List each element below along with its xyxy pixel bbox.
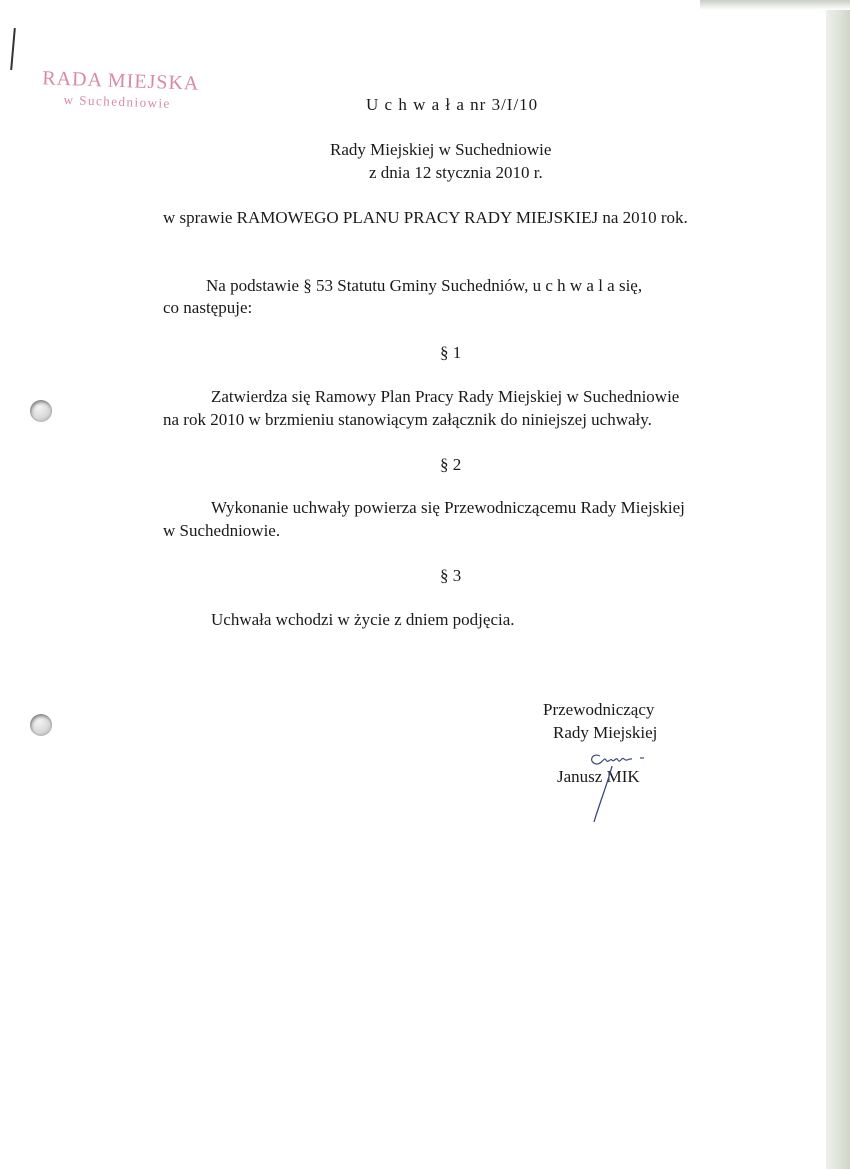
signature-role: Przewodniczący xyxy=(543,700,655,719)
scan-edge-shadow xyxy=(826,0,850,1169)
resolution-issuer: Rady Miejskiej w Suchedniowie xyxy=(330,140,552,159)
resolution-title: U c h w a ł a nr 3/I/10 xyxy=(366,95,539,114)
section-2-line-1: Wykonanie uchwały powierza się Przewodniczącemu Rady Miejskiej xyxy=(211,498,685,517)
stamp-line-2: w Suchedniowie xyxy=(63,92,172,111)
section-1-line-1: Zatwierdza się Ramowy Plan Pracy Rady Miejskiej w Suchedniowie xyxy=(211,387,680,406)
signature-name: Janusz MIK xyxy=(557,767,640,786)
resolution-date: z dnia 12 stycznia 2010 r. xyxy=(369,163,543,182)
stamp-line-1: RADA MIEJSKA xyxy=(41,67,200,95)
scan-top-shadow xyxy=(700,0,850,10)
signature-body: Rady Miejskiej xyxy=(553,723,658,742)
margin-pen-mark xyxy=(10,28,16,70)
punch-hole-upper xyxy=(30,400,52,422)
preamble-line-2: co następuje: xyxy=(163,298,253,317)
preamble-line-1: Na podstawie § 53 Statutu Gminy Suchedniów, u c h w a l a się, xyxy=(206,276,643,295)
punch-hole-lower xyxy=(30,714,52,736)
section-3-line-1: Uchwała wchodzi w życie z dniem podjęcia. xyxy=(211,610,515,629)
section-2-line-2: w Suchedniowie. xyxy=(163,521,281,540)
council-stamp xyxy=(41,67,199,112)
resolution-subject: w sprawie RAMOWEGO PLANU PRACY RADY MIEJSKIEJ na 2010 rok. xyxy=(163,208,688,227)
section-1-line-2: na rok 2010 w brzmieniu stanowiącym załącznik do niniejszej uchwały. xyxy=(163,410,652,429)
section-2-heading: § 2 xyxy=(440,455,462,474)
section-3-heading: § 3 xyxy=(440,566,462,585)
handwritten-signature xyxy=(582,742,662,832)
section-1-heading: § 1 xyxy=(440,343,462,362)
